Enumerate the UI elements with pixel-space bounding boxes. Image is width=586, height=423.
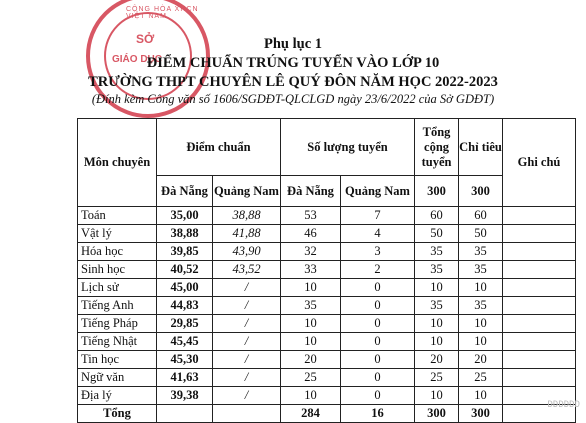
quota-quangnam-cell: 3: [341, 243, 415, 261]
score-danang-cell: 35,00: [157, 207, 213, 225]
subheader-score-danang: Đà Nẵng: [157, 176, 213, 207]
score-quangnam-cell: 43,90: [213, 243, 281, 261]
watermark: DDDDDD: [547, 400, 580, 410]
total-admitted-cell: 35: [415, 261, 459, 279]
quota-danang-cell: 10: [281, 279, 341, 297]
quota-quangnam-cell: 0: [341, 315, 415, 333]
score-danang-cell: 45,30: [157, 351, 213, 369]
title-line-2: TRƯỜNG THPT CHUYÊN LÊ QUÝ ĐÔN NĂM HỌC 2022-2023: [88, 74, 498, 90]
subject-cell: Vật lý: [78, 225, 157, 243]
quota-danang-cell: 46: [281, 225, 341, 243]
note-cell: [503, 207, 576, 225]
table-row: [78, 207, 576, 225]
total-admitted-cell: 35: [415, 243, 459, 261]
score-danang-cell: 44,83: [157, 297, 213, 315]
score-danang-cell: 40,52: [157, 261, 213, 279]
quota-danang-cell: 53: [281, 207, 341, 225]
score-quangnam-cell: /: [213, 315, 281, 333]
subheader-score-quangnam: Quảng Nam: [213, 176, 281, 207]
quota-danang-cell: 25: [281, 369, 341, 387]
score-quangnam-cell: 38,88: [213, 207, 281, 225]
subheader-target-value: 300: [459, 176, 503, 207]
total-admitted-cell: 10: [415, 315, 459, 333]
note-cell: [503, 279, 576, 297]
target-cell: 50: [459, 225, 503, 243]
table-row: [78, 369, 576, 387]
score-quangnam-cell: /: [213, 297, 281, 315]
table-row: [78, 315, 576, 333]
score-quangnam-cell: /: [213, 351, 281, 369]
total-admitted-cell: 10: [415, 333, 459, 351]
note-cell: [503, 315, 576, 333]
total-admitted-cell: 20: [415, 351, 459, 369]
table-row: [78, 297, 576, 315]
total-admitted-cell: 25: [415, 369, 459, 387]
quota-danang-cell: 32: [281, 243, 341, 261]
note-cell: [503, 297, 576, 315]
quota-quangnam-cell: 4: [341, 225, 415, 243]
total-admitted-cell: 10: [415, 387, 459, 405]
quota-quangnam-cell: 0: [341, 297, 415, 315]
score-quangnam-cell: 41,88: [213, 225, 281, 243]
quota-danang-cell: 10: [281, 315, 341, 333]
target-cell: 10: [459, 333, 503, 351]
quota-danang-cell: 10: [281, 333, 341, 351]
score-danang-cell: 41,63: [157, 369, 213, 387]
document-note: (Đính kèm Công văn số 1606/SGDĐT-QLCLGD ngày 23/6/2022 của Sở GDĐT): [91, 92, 495, 106]
subject-cell: Tiếng Anh: [78, 297, 157, 315]
note-cell: [503, 225, 576, 243]
subject-cell: Tiếng Pháp: [78, 315, 157, 333]
quota-quangnam-cell: 0: [341, 387, 415, 405]
table-row: [78, 333, 576, 351]
total-target-sum-cell: 300: [459, 405, 503, 423]
note-cell: [503, 333, 576, 351]
quota-danang-cell: 10: [281, 387, 341, 405]
score-quangnam-cell: /: [213, 279, 281, 297]
note-cell: [503, 351, 576, 369]
total-admitted-cell: 50: [415, 225, 459, 243]
quota-quangnam-cell: 0: [341, 351, 415, 369]
subheader-total-value: 300: [415, 176, 459, 207]
table-row: [78, 243, 576, 261]
subject-cell: Tiếng Nhật: [78, 333, 157, 351]
score-danang-cell: 38,88: [157, 225, 213, 243]
subheader-quota-quangnam: Quảng Nam: [341, 176, 415, 207]
target-cell: 35: [459, 297, 503, 315]
target-cell: 10: [459, 279, 503, 297]
header-cutoff-score: Điểm chuẩn: [157, 119, 281, 176]
header-target: Chỉ tiêu: [459, 119, 503, 176]
subject-cell: Sinh học: [78, 261, 157, 279]
stamp-text-1: SỞ: [136, 32, 155, 46]
quota-danang-cell: 35: [281, 297, 341, 315]
total-admitted-sum-cell: 300: [415, 405, 459, 423]
target-cell: 60: [459, 207, 503, 225]
table-row: [78, 261, 576, 279]
quota-quangnam-cell: 2: [341, 261, 415, 279]
score-danang-cell: 45,45: [157, 333, 213, 351]
stamp-text-2: GIÁO DỤC: [112, 54, 162, 65]
quota-danang-cell: 33: [281, 261, 341, 279]
total-label-cell: Tổng: [78, 405, 157, 423]
score-quangnam-cell: /: [213, 369, 281, 387]
total-quota-danang-cell: 284: [281, 405, 341, 423]
subject-cell: Lịch sử: [78, 279, 157, 297]
score-danang-cell: 39,38: [157, 387, 213, 405]
subheader-quota-danang: Đà Nẵng: [281, 176, 341, 207]
total-admitted-cell: 35: [415, 297, 459, 315]
header-quota: Số lượng tuyển: [281, 119, 415, 176]
admission-score-table: [77, 118, 576, 423]
score-quangnam-cell: 43,52: [213, 261, 281, 279]
note-cell: [503, 369, 576, 387]
table-row: [78, 387, 576, 405]
target-cell: 10: [459, 387, 503, 405]
subject-cell: Ngữ văn: [78, 369, 157, 387]
note-cell: [503, 261, 576, 279]
target-cell: 25: [459, 369, 503, 387]
subject-cell: Địa lý: [78, 387, 157, 405]
score-danang-cell: 45,00: [157, 279, 213, 297]
header-note: Ghi chú: [503, 119, 576, 207]
target-cell: 35: [459, 243, 503, 261]
total-admitted-cell: 10: [415, 279, 459, 297]
note-cell: [503, 243, 576, 261]
quota-quangnam-cell: 0: [341, 369, 415, 387]
target-cell: 35: [459, 261, 503, 279]
score-quangnam-cell: /: [213, 387, 281, 405]
score-quangnam-cell: /: [213, 333, 281, 351]
table-row: [78, 351, 576, 369]
quota-quangnam-cell: 0: [341, 333, 415, 351]
quota-quangnam-cell: 0: [341, 279, 415, 297]
total-quota-quangnam-cell: 16: [341, 405, 415, 423]
table-row: [78, 279, 576, 297]
quota-quangnam-cell: 7: [341, 207, 415, 225]
title-line-1: ĐIỂM CHUẨN TRÚNG TUYỂN VÀO LỚP 10: [146, 55, 440, 71]
subject-cell: Hóa học: [78, 243, 157, 261]
score-danang-cell: 39,85: [157, 243, 213, 261]
stamp-ring-text: CỘNG HÒA XHCN VIỆT NAM: [126, 6, 199, 20]
total-admitted-cell: 60: [415, 207, 459, 225]
table-row: [78, 225, 576, 243]
quota-danang-cell: 20: [281, 351, 341, 369]
subject-cell: Toán: [78, 207, 157, 225]
subject-cell: Tin học: [78, 351, 157, 369]
appendix-label: Phụ lục 1: [263, 36, 322, 52]
target-cell: 20: [459, 351, 503, 369]
header-total-admitted: Tổng cộng tuyển: [415, 119, 459, 176]
target-cell: 10: [459, 315, 503, 333]
score-danang-cell: 29,85: [157, 315, 213, 333]
header-subject: Môn chuyên: [78, 119, 157, 207]
